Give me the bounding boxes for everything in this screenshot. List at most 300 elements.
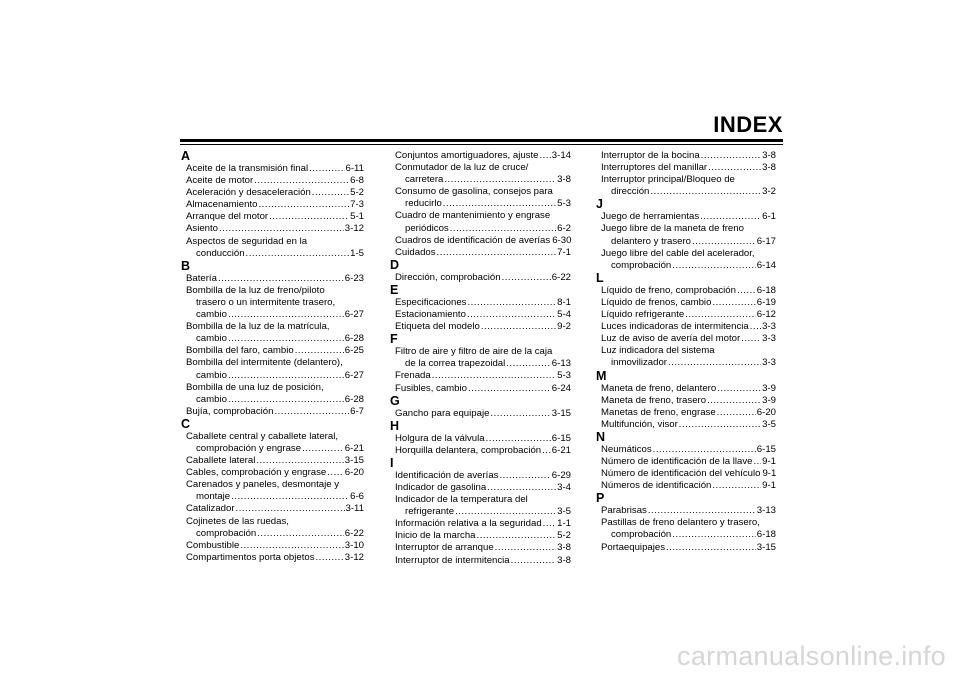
entry-text: Carenados y paneles, desmontaje y <box>186 479 340 491</box>
dot-leader <box>741 333 761 345</box>
index-entry <box>395 247 571 259</box>
section-letter: E <box>390 282 399 297</box>
entry-label: Fusibles, cambio <box>395 382 467 394</box>
entry-label: Neumáticos <box>601 443 652 455</box>
index-entry <box>395 482 571 494</box>
entry-label: delantero y trasero <box>611 235 691 247</box>
dot-leader <box>495 542 556 554</box>
section-letter: J <box>596 197 603 212</box>
page-reference: 3-14 <box>551 150 571 161</box>
page-reference: 6-14 <box>756 259 776 271</box>
index-entry <box>186 187 364 199</box>
dot-leader <box>443 198 556 210</box>
dot-leader <box>467 309 556 321</box>
index-entry <box>601 211 776 223</box>
index-entry <box>395 555 571 567</box>
index-entry <box>601 505 776 517</box>
index-entry <box>601 309 776 321</box>
section-letter: N <box>596 429 606 444</box>
dot-leader <box>487 482 556 494</box>
entry-label: Arranque del motor <box>186 211 269 223</box>
index-entry <box>601 444 776 456</box>
dot-leader <box>679 419 761 431</box>
dot-leader <box>717 407 756 419</box>
entry-label: Especificaciones <box>395 296 467 308</box>
dot-leader <box>712 297 755 309</box>
index-entry <box>601 162 776 174</box>
page-reference: 3-5 <box>762 418 776 430</box>
entry-text: Pastillas de freno delantero y trasero, <box>601 517 760 529</box>
page-reference: 3-3 <box>762 333 776 345</box>
dot-leader <box>295 345 344 357</box>
section-letter: A <box>181 149 191 163</box>
index-entry <box>186 236 364 260</box>
entry-text: Consumo de gasolina, consejos para <box>395 186 553 198</box>
dot-leader <box>228 370 344 382</box>
dot-leader <box>506 358 551 370</box>
entry-text: Bombilla de una luz de posición, <box>186 381 324 393</box>
index-entry <box>601 333 776 345</box>
index-entry <box>395 346 571 370</box>
entry-text: Interruptor principal/Bloqueo de <box>601 174 735 186</box>
index-entry <box>186 455 364 467</box>
page-reference: 3-12 <box>344 551 364 563</box>
page-reference: 6-1 <box>762 211 776 223</box>
entry-label: cambio <box>196 369 227 381</box>
page-reference: 3-2 <box>762 186 776 198</box>
index-entry <box>395 297 571 309</box>
dot-leader <box>269 211 349 223</box>
page-reference: 9-2 <box>557 321 571 333</box>
dot-leader <box>312 187 349 199</box>
index-entry <box>395 272 571 284</box>
page-reference: 6-30 <box>552 234 572 246</box>
index-column-1 <box>181 149 364 564</box>
entry-label: montaje <box>196 491 231 503</box>
page-reference: 6-20 <box>344 467 364 479</box>
entry-label: Bombilla del faro, cambio <box>186 345 294 357</box>
dot-leader <box>477 530 557 542</box>
page-reference: 3-5 <box>557 506 571 518</box>
entry-label: Maneta de freno, delantero <box>601 382 717 394</box>
dot-leader <box>672 529 756 541</box>
dot-leader <box>700 211 761 223</box>
page-reference: 9-1 <box>762 468 777 480</box>
page-reference: 6-19 <box>756 296 776 308</box>
dot-leader <box>750 321 761 333</box>
dot-leader <box>228 309 344 321</box>
index-entry <box>601 456 776 468</box>
dot-leader <box>450 223 556 235</box>
page-reference: 3-10 <box>344 539 364 551</box>
entry-label: conducción <box>196 247 245 259</box>
entry-label: Caballete lateral <box>186 455 256 467</box>
dot-leader <box>499 470 550 482</box>
entry-label: Interruptor de la bocina <box>601 150 700 161</box>
entry-text: Luz indicadora del sistema <box>601 345 715 357</box>
entry-label: Parabrisas <box>601 505 647 517</box>
page-reference: 6-20 <box>756 406 776 418</box>
entry-text: Filtro de aire y filtro de aire de la caja <box>395 346 553 358</box>
index-entry <box>186 273 364 285</box>
section-letter: P <box>596 491 605 506</box>
page-reference: 1-5 <box>350 247 364 259</box>
entry-label: comprobación y engrase <box>196 442 302 454</box>
dot-leader <box>490 408 550 420</box>
page-reference: 3-9 <box>762 382 776 394</box>
page-reference: 3-8 <box>557 174 571 186</box>
entry-label: Gancho para equipaje <box>395 407 490 419</box>
entry-label: cambio <box>196 309 227 321</box>
entry-label: Catalizador <box>186 503 235 515</box>
page-reference: 6-27 <box>344 369 364 381</box>
entry-label: Portaequipajes <box>601 541 666 553</box>
entry-label: periódicos <box>405 222 449 234</box>
page-reference: 6-6 <box>350 491 364 503</box>
dot-leader <box>467 297 556 309</box>
page-reference: 6-21 <box>551 444 571 456</box>
page-reference: 6-15 <box>551 432 571 444</box>
entry-text: Cuadro de mantenimiento y engrase <box>395 210 551 222</box>
dot-leader <box>258 199 349 211</box>
section-letter: H <box>390 418 400 433</box>
entry-text: Conmutador de la luz de cruce/ <box>395 162 529 174</box>
entry-label: Juego de herramientas <box>601 211 700 223</box>
dot-leader <box>274 406 349 418</box>
index-entry <box>395 470 571 482</box>
index-entry <box>186 406 364 418</box>
entry-label: Cuidados <box>395 246 436 258</box>
page-reference: 3-3 <box>762 321 776 333</box>
dot-leader <box>539 150 550 162</box>
index-entry <box>186 467 364 479</box>
entry-label: comprobación <box>611 529 672 541</box>
section-letter: B <box>181 258 191 273</box>
page-reference: 6-28 <box>344 333 364 345</box>
page-reference: 6-17 <box>756 235 776 247</box>
index-entry <box>186 540 364 552</box>
entry-label: Aceite de la transmisión final <box>186 163 309 174</box>
page-reference: 6-18 <box>756 284 776 296</box>
header-rule-thick <box>180 139 783 142</box>
page-reference: 6-2 <box>557 222 571 234</box>
page-reference: 3-4 <box>557 481 571 493</box>
page-reference: 1-1 <box>557 518 571 530</box>
index-entry <box>601 150 776 162</box>
page-reference: 5-4 <box>557 309 571 321</box>
dot-leader <box>737 285 756 297</box>
entry-label: Número de identificación del vehículo <box>601 468 761 480</box>
entry-label: Luces indicadoras de intermitencia <box>601 321 749 333</box>
dot-leader <box>707 395 761 407</box>
index-entry <box>186 285 364 321</box>
dot-leader <box>309 163 344 175</box>
entry-label: Líquido refrigerante <box>601 309 685 321</box>
entry-label: Indicador de gasolina <box>395 481 487 493</box>
entry-label: Holgura de la válvula <box>395 432 485 444</box>
dot-leader <box>708 162 761 174</box>
watermark: carmanualsonline.info <box>677 641 946 671</box>
dot-leader <box>254 175 349 187</box>
dot-leader <box>246 248 350 260</box>
page-reference: 3-8 <box>557 542 571 554</box>
page-reference: 3-15 <box>551 407 571 419</box>
entry-label: Conjuntos amortiguadores, ajuste <box>395 150 539 161</box>
entry-label: Interruptor de arranque <box>395 542 494 554</box>
page-reference: 3-12 <box>344 223 364 235</box>
index-entry <box>395 210 571 234</box>
entry-text: Caballete central y caballete lateral, <box>186 430 338 442</box>
page-reference: 6-27 <box>344 309 364 321</box>
index-entry <box>601 517 776 541</box>
index-entry <box>186 321 364 345</box>
entry-label: Asiento <box>186 223 218 235</box>
index-entry <box>186 382 364 406</box>
index-entry <box>395 530 571 542</box>
header-rule-thin <box>180 144 783 145</box>
entry-label: Líquido de freno, comprobación <box>601 284 736 296</box>
entry-label: carretera <box>405 174 444 186</box>
dot-leader <box>672 260 756 272</box>
page-reference: 6-24 <box>551 382 571 394</box>
dot-leader <box>666 542 756 554</box>
index-column-3 <box>596 150 777 554</box>
index-entry <box>601 223 776 247</box>
page-reference: 6-25 <box>344 345 364 357</box>
index-entry <box>186 503 364 515</box>
page-reference: 6-22 <box>344 527 364 539</box>
dot-leader <box>302 443 344 455</box>
page-reference: 6-7 <box>350 405 364 417</box>
dot-leader <box>468 383 551 395</box>
index-entry <box>395 235 571 247</box>
section-letter: D <box>390 257 400 272</box>
entry-label: Aceleración y desaceleración <box>186 187 311 199</box>
page-reference: 6-12 <box>756 309 776 321</box>
entry-label: Bujía, comprobación <box>186 405 274 417</box>
section-letter: C <box>181 416 191 431</box>
index-entry <box>395 186 571 210</box>
index-entry <box>601 321 776 333</box>
entry-label: reducirlo <box>405 198 442 210</box>
index-entry <box>601 407 776 419</box>
dot-leader <box>648 505 756 517</box>
index-entry <box>601 248 776 272</box>
entry-label: Luz de aviso de avería del motor <box>601 333 741 345</box>
index-entry <box>395 150 571 162</box>
dot-leader <box>432 370 556 382</box>
index-entry <box>601 174 776 198</box>
entry-label: Números de identificación <box>601 480 712 492</box>
page-reference: 3-15 <box>756 541 776 553</box>
entry-label: de la correa trapezoidal <box>405 358 506 370</box>
page-reference: 6-28 <box>344 393 364 405</box>
entry-text: Aspectos de seguridad en la <box>186 235 308 247</box>
entry-label: Información relativa a la seguridad <box>395 518 542 530</box>
entry-label: Aceite de motor <box>186 175 254 187</box>
entry-label: Almacenamiento <box>186 199 258 211</box>
page-reference: 3-11 <box>345 503 364 515</box>
dot-leader <box>712 480 761 492</box>
page-reference: 9-1 <box>762 455 776 467</box>
page-reference: 5-2 <box>557 530 571 542</box>
index-entry <box>601 542 776 554</box>
entry-text: Bombilla de la luz de freno/piloto <box>186 284 325 296</box>
index-entry <box>186 223 364 235</box>
dot-leader <box>316 552 344 564</box>
index-entry <box>186 431 364 455</box>
entry-label: Número de identificación de la llave <box>601 455 753 467</box>
entry-label: Interruptores del manillar <box>601 162 708 174</box>
dot-leader <box>257 528 344 540</box>
entry-label: cambio <box>196 333 227 345</box>
index-entry <box>395 445 571 457</box>
dot-leader <box>543 518 556 530</box>
index-entry <box>601 480 776 492</box>
page-reference: 3-15 <box>344 455 364 467</box>
page-reference: 6-21 <box>344 442 364 454</box>
entry-label: Compartimentos porta objetos <box>186 551 315 563</box>
index-entry <box>601 383 776 395</box>
index-entry <box>186 516 364 540</box>
section-letter: F <box>390 332 398 347</box>
section-letter: I <box>390 455 394 470</box>
page-reference: 8-1 <box>557 296 571 308</box>
dot-leader <box>692 236 756 248</box>
entry-label: inmovilizador <box>611 357 667 369</box>
page-reference: 5-1 <box>350 211 364 223</box>
page-reference: 6-18 <box>756 529 776 541</box>
index-column-2 <box>390 150 572 567</box>
dot-leader <box>653 444 756 456</box>
page-reference: 6-15 <box>756 443 776 455</box>
dot-leader <box>753 456 761 468</box>
section-letter: L <box>596 270 604 285</box>
dot-leader <box>685 309 756 321</box>
entry-label: Multifunción, visor <box>601 418 678 430</box>
page-title: INDEX <box>713 112 783 137</box>
index-entry <box>395 370 571 382</box>
entry-label: Líquido de frenos, cambio <box>601 296 712 308</box>
entry-label: dirección <box>611 186 650 198</box>
dot-leader <box>717 383 761 395</box>
page-reference: 6-8 <box>350 175 364 187</box>
entry-text: Cojinetes de las ruedas, <box>186 515 289 527</box>
dot-leader <box>542 445 551 457</box>
entry-label: comprobación <box>611 259 672 271</box>
entry-label: Frenada <box>395 370 431 382</box>
dot-leader <box>236 503 345 515</box>
entry-text: trasero o un intermitente trasero, <box>196 296 336 308</box>
index-entry <box>186 175 364 187</box>
entry-label: Horquilla delantera, comprobación <box>395 444 542 456</box>
index-entry <box>395 383 571 395</box>
page-reference: 3-13 <box>756 505 776 517</box>
entry-label: Cuadros de identificación de averías <box>395 234 551 246</box>
dot-leader <box>481 321 556 333</box>
index-entry <box>395 542 571 554</box>
entry-text: Indicador de la temperatura del <box>395 494 528 506</box>
page-reference: 6-23 <box>344 272 364 284</box>
dot-leader <box>256 455 343 467</box>
entry-text: Bombilla del intermitente (delantero), <box>186 357 343 369</box>
index-entry <box>186 479 364 503</box>
dot-leader <box>231 491 349 503</box>
entry-label: Identificación de averías <box>395 469 499 481</box>
entry-label: Manetas de freno, engrase <box>601 406 716 418</box>
index-entry <box>601 285 776 297</box>
index-entry <box>395 162 571 186</box>
dot-leader <box>228 333 344 345</box>
dot-leader <box>486 433 551 445</box>
section-letter: G <box>390 393 400 408</box>
entry-label: Maneta de freno, trasero <box>601 394 707 406</box>
page-reference: 5-2 <box>350 187 364 199</box>
dot-leader <box>455 506 556 518</box>
dot-leader <box>437 247 557 259</box>
page-reference: 3-9 <box>762 394 776 406</box>
dot-leader <box>701 150 761 162</box>
index-entry <box>186 211 364 223</box>
entry-label: comprobación <box>196 527 257 539</box>
dot-leader <box>327 467 344 479</box>
page-reference: 5-3 <box>557 370 571 382</box>
index-entry <box>601 395 776 407</box>
dot-leader <box>511 555 556 567</box>
index-entry <box>395 408 571 420</box>
dot-leader <box>218 273 344 285</box>
index-entry <box>186 357 364 381</box>
page-reference: 7-3 <box>350 199 364 211</box>
index-entry <box>186 163 364 175</box>
entry-label: Combustible <box>186 539 240 551</box>
entry-label: refrigerante <box>405 506 455 518</box>
dot-leader <box>444 174 556 186</box>
page-reference: 7-1 <box>557 246 571 258</box>
entry-text: Juego libre de la maneta de freno <box>601 223 744 235</box>
page-reference: 3-8 <box>762 150 776 161</box>
page-reference: 6-11 <box>345 163 364 174</box>
index-entry <box>601 468 776 480</box>
page-reference: 9-1 <box>762 480 776 492</box>
index-entry <box>395 433 571 445</box>
dot-leader <box>650 186 761 198</box>
index-entry <box>601 419 776 431</box>
page-reference: 3-8 <box>762 162 776 174</box>
index-entry <box>186 199 364 211</box>
page-reference: 3-8 <box>557 554 571 566</box>
entry-label: Cables, comprobación y engrase <box>186 467 327 479</box>
entry-label: Batería <box>186 272 217 284</box>
index-entry <box>601 297 776 309</box>
entry-text: Bombilla de la luz de la matrícula, <box>186 321 330 333</box>
index-entry <box>395 321 571 333</box>
dot-leader <box>502 272 551 284</box>
index-entry <box>395 309 571 321</box>
dot-leader <box>219 223 344 235</box>
dot-leader <box>240 540 343 552</box>
dot-leader <box>228 394 344 406</box>
entry-label: cambio <box>196 393 227 405</box>
index-entry <box>395 518 571 530</box>
index-entry <box>395 494 571 518</box>
index-entry <box>186 345 364 357</box>
section-letter: M <box>596 368 607 383</box>
entry-text: Juego libre del cable del acelerador, <box>601 247 755 259</box>
index-entry <box>601 345 776 369</box>
page-reference: 3-3 <box>762 357 776 369</box>
page-reference: 6-13 <box>551 358 571 370</box>
